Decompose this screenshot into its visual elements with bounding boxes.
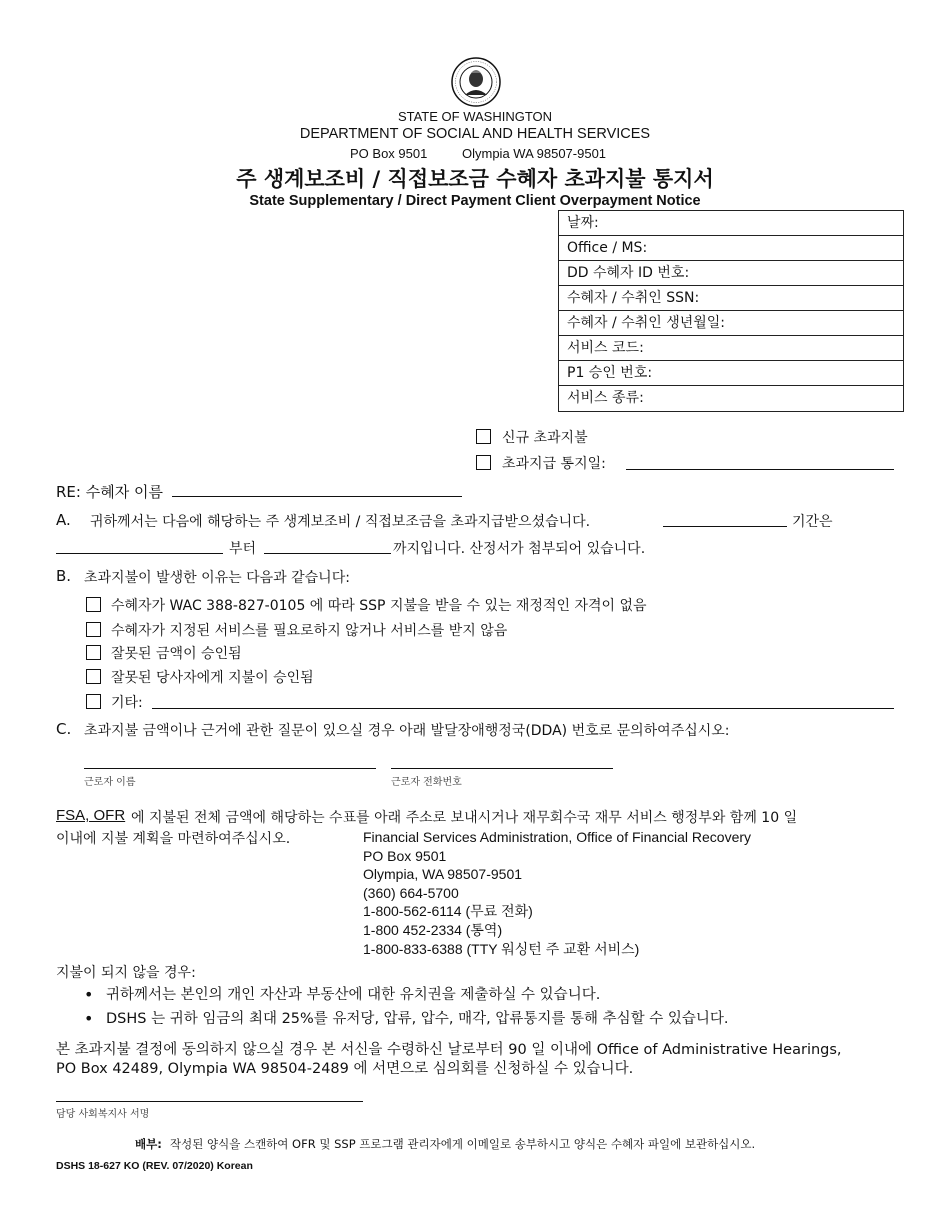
reason-wrong-amount-checkbox[interactable] [86,645,101,660]
ofr-address-line: Olympia, WA 98507-9501 [363,866,523,883]
worker-phone-label: 근로자 전화번호 [391,777,462,788]
state-name: STATE OF WASHINGTON [397,109,553,124]
period-from-label: 부터 [229,541,257,557]
reason-other-line[interactable] [152,708,894,709]
hearing-text-line2: PO Box 42489, Olympia WA 98504-2489 에 서면으로 심의회를 신청하실 수 있습니다. [56,1061,634,1077]
period-until-line[interactable] [264,553,391,554]
reason-other-checkbox[interactable] [86,694,101,709]
hearing-text-line1: 본 초과지불 결정에 동의하지 않으실 경우 본 서신을 수령하신 날로부터 90 일 이내에 Office of Administrative Hearings, [56,1042,842,1058]
ofr-phone-interpreter: 1-800 452-2334 (통역) [363,921,503,938]
reason-no-service-checkbox[interactable] [86,622,101,637]
reason-financial-label: 수혜자가 WAC 388-827-0105 에 따라 SSP 지불을 받을 수 있는 재정적인 자격이 없음 [111,598,647,614]
section-b-intro: 초과지불이 발생한 이유는 다음과 같습니다: [84,570,350,586]
ofr-phone-tollfree: 1-800-562-6114 (무료 전화) [363,903,533,920]
ofr-phone-main: (360) 664-5700 [363,884,459,901]
reason-wrong-party-checkbox[interactable] [86,669,101,684]
signature-line[interactable] [56,1101,363,1102]
client-name-line[interactable] [172,496,462,497]
distribution-text: 작성된 양식을 스캔하여 OFR 및 SSP 프로그램 관리자에게 이메일로 송부하시고 양식은 수혜자 파일에 보관하십시오. [170,1137,756,1151]
ofr-phone-tty: 1-800-833-6388 (TTY 워싱턴 주 교환 서비스) [363,940,640,957]
section-a-period-label: 기간은 [792,514,833,530]
nonpayment-list [78,983,729,1031]
worker-name-label: 근로자 이름 [84,777,136,788]
payment-text-line2: 이내에 지불 계획을 마련하여주십시오. [56,831,291,847]
info-date-field[interactable]: 날짜: [559,211,903,236]
ofr-address-line: PO Box 9501 [363,847,447,864]
section-b-letter: B. [56,567,72,585]
section-c-letter: C. [56,720,72,738]
title-korean: 주 생계보조비 / 직접보조금 수혜자 초과지불 통지서 [236,167,714,191]
signature-label: 담당 사회복지사 서명 [56,1109,150,1120]
worker-name-line[interactable] [84,768,376,769]
section-c-text: 초과지불 금액이나 근거에 관한 질문이 있으실 경우 아래 발달장애행정국(DDA) 번호로 문의하여주십시오: [84,723,730,739]
info-client-id-field[interactable]: DD 수혜자 ID 번호: [559,261,903,286]
overpayment-type-line[interactable] [663,526,787,527]
info-birthdate-field[interactable]: 수혜자 / 수취인 생년월일: [559,311,903,336]
info-ssn-field[interactable]: 수혜자 / 수취인 SSN: [559,286,903,311]
form-id: DSHS 18-627 KO (REV. 07/2020) Korean [56,1160,253,1172]
period-until-label: 까지입니다. 산정서가 첨부되어 있습니다. [393,541,646,557]
ofr-address-line: Financial Services Administration, Office of Financial Recovery [363,829,752,845]
section-a-text: 귀하께서는 다음에 해당하는 주 생계보조비 / 직접보조금을 초과지급받으셨습니다. [90,514,591,530]
nonpayment-lien-item: • 귀하께서는 본인의 개인 자산과 부동산에 대한 유치권을 제출하실 수 있습니다. [78,983,729,1007]
new-overpayment-checkbox[interactable] [476,429,491,444]
reason-wrong-amount-label: 잘못된 금액이 승인됨 [111,646,242,662]
fsa-ofr-label: FSA, OFR [56,807,126,824]
reason-financial-checkbox[interactable] [86,597,101,612]
reason-other-label: 기타: [111,695,143,711]
title-english: State Supplementary / Direct Payment Client Overpayment Notice [249,193,701,209]
period-from-line[interactable] [56,553,223,554]
reason-wrong-party-label: 잘못된 당사자에게 지불이 승인됨 [111,670,314,686]
nonpayment-wage-item: • DSHS 는 귀하 임금의 최대 25%를 유저당, 압류, 압수, 매각, 압류통지를 통해 추심할 수 있습니다. [78,1007,729,1031]
nonpayment-intro: 지불이 되지 않을 경우: [56,965,196,981]
worker-phone-line[interactable] [391,768,613,769]
distribution-label: 배부: [135,1137,162,1151]
payment-text-line1: 에 지불된 전체 금액에 해당하는 수표를 아래 주소로 보내시거나 재무회수국 재무 서비스 행정부와 함께 10 일 [131,810,798,826]
header-po-box: PO Box 9501 [350,146,428,161]
notice-date-checkbox[interactable] [476,455,491,470]
notice-date-line[interactable] [626,469,894,470]
info-service-type-field[interactable]: 서비스 종류: [567,390,644,406]
reason-no-service-label: 수혜자가 지정된 서비스를 필요로하지 않거나 서비스를 받지 않음 [111,623,508,639]
ofr-address-block [363,828,751,958]
re-client-name-label: RE: 수혜자 이름 [56,483,163,501]
info-p1-auth-field[interactable]: P1 승인 번호: [559,361,903,386]
section-a-letter: A. [56,511,71,529]
department-name: DEPARTMENT OF SOCIAL AND HEALTH SERVICES [299,126,651,142]
client-info-box [558,210,904,412]
info-service-code-field[interactable]: 서비스 코드: [559,336,903,361]
header-city: Olympia WA 98507-9501 [462,146,607,161]
state-seal-logo [451,57,501,107]
notice-date-label: 초과지급 통지일: [502,456,606,472]
new-overpayment-label: 신규 초과지불 [502,430,588,446]
info-office-field[interactable]: Office / MS: [559,236,903,261]
